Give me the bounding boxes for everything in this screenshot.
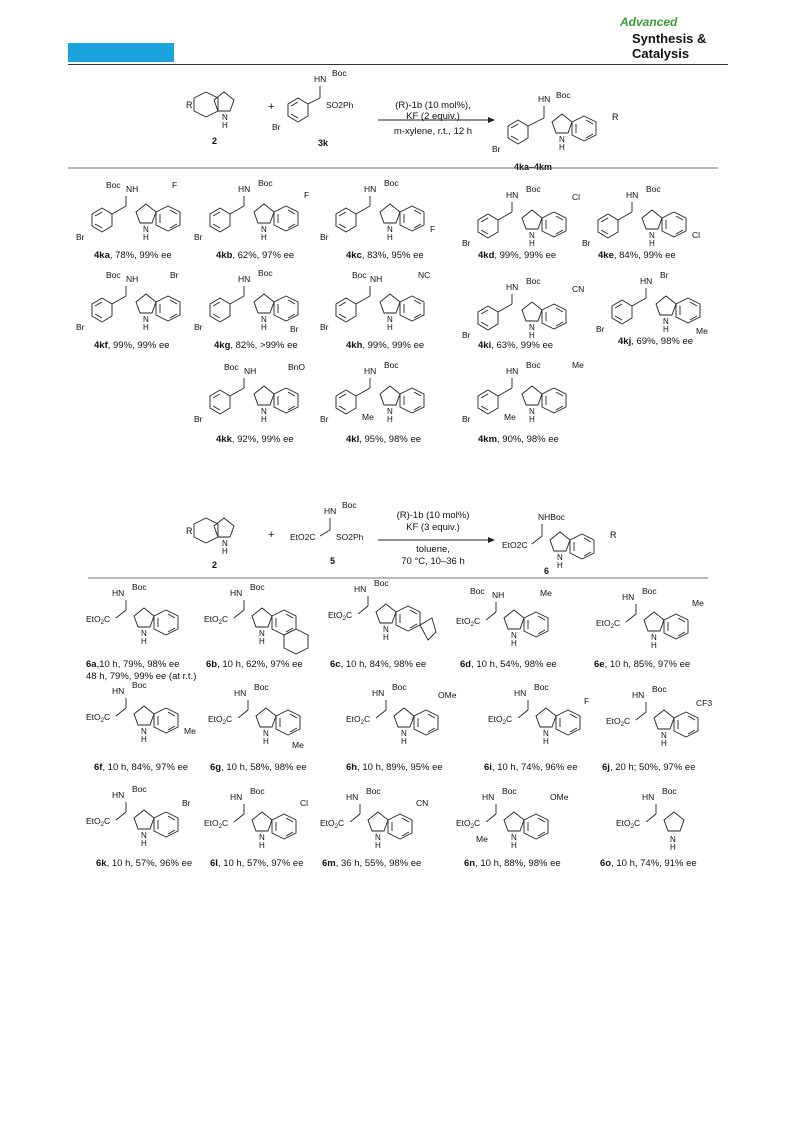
svg-text:NH: NH [126,274,139,284]
svg-text:HN: HN [238,184,251,194]
caption-6e: 6e, 10 h, 85%, 97% ee [594,659,691,670]
caption-4kg: 4kg, 82%, >99% ee [214,340,298,351]
svg-text:SO2Ph: SO2Ph [326,100,354,110]
caption-4kj: 4kj, 69%, 98% ee [618,336,694,347]
scheme1-cond-2: KF (2 equiv.) [406,111,460,122]
caption-4kh: 4kh, 99%, 99% ee [346,340,425,351]
svg-text:+: + [268,529,275,541]
svg-text:OMe: OMe [438,690,457,700]
svg-text:F: F [172,180,178,190]
svg-text:EtO2C: EtO$_2$C [596,618,621,630]
svg-text:EtO2C: EtO2C [290,532,316,542]
svg-text:toluene,: toluene, [416,544,450,555]
svg-text:HN: HN [482,792,495,802]
logo-line-advanced: Advanced [620,15,678,29]
svg-text:Me: Me [540,588,552,598]
svg-text:EtO2C: EtO$_2$C [86,712,111,724]
svg-text:EtO2C: EtO$_2$C [456,616,481,628]
caption-4kd: 4kd, 99%, 99% ee [478,250,557,261]
svg-text:NH: NH [370,274,383,284]
svg-text:Boc: Boc [254,682,269,692]
svg-text:HN: HN [346,792,359,802]
scheme1-cond-1: (R)-1b (10 mol%), [395,100,471,111]
svg-text:Boc: Boc [106,270,121,280]
scheme2-equation [186,500,617,576]
scheme1-compounds [76,178,708,424]
svg-text:Boc: Boc [342,500,357,510]
scheme1-cond-3: m-xylene, r.t., 12 h [393,126,473,137]
svg-text:Boc: Boc [132,784,147,794]
caption-6f: 6f, 10 h, 84%, 97% ee [94,762,189,773]
svg-text:Boc: Boc [374,578,389,588]
svg-text:HN: HN [112,686,125,696]
svg-text:N: N [222,539,228,548]
svg-text:HN: HN [314,74,327,84]
svg-text:HN: HN [514,688,527,698]
svg-text:HN: HN [354,584,367,594]
scheme1-plus: + [268,101,275,113]
svg-text:Cl: Cl [692,230,701,240]
svg-text:HN: HN [622,592,635,602]
scheme2-compounds [86,578,712,852]
svg-text:Boc: Boc [526,184,541,194]
svg-text:EtO2C: EtO$_2$C [204,818,229,830]
svg-text:Boc: Boc [526,360,541,370]
caption-6g: 6g, 10 h, 58%, 98% ee [210,762,307,773]
svg-text:Boc: Boc [250,582,265,592]
svg-text:Boc: Boc [106,180,121,190]
scheme1-reagent-3k [272,68,354,148]
svg-text:6: 6 [544,566,550,576]
svg-text:HN: HN [632,690,645,700]
svg-text:H: H [222,547,228,556]
svg-text:NH: NH [126,184,139,194]
svg-text:N: N [222,113,228,122]
svg-text:KF (3 equiv.): KF (3 equiv.) [406,522,460,533]
caption-4ka: 4ka, 78%, 99% ee [94,250,172,261]
svg-text:Boc: Boc [258,178,273,188]
svg-text:Me: Me [696,326,708,336]
svg-text:Boc: Boc [534,682,549,692]
svg-text:EtO2C: EtO2C [502,540,528,550]
svg-text:5: 5 [330,556,336,566]
svg-text:CN: CN [572,284,585,294]
svg-text:Boc: Boc [250,786,265,796]
svg-text:HN: HN [372,688,385,698]
caption-4ke: 4ke, 84%, 99% ee [598,250,676,261]
reaction-schemes: N H NH R 2 + HN Boc SO2Ph 3k (R)-1b (10 mol%), KF (2 equiv.) m-xylene, r.t., 12 h HN Boc R 4ka–4km Boc NH F HNBocF HNBocF HNBocCl HNBocCl Boc NH Br HNBocBr Boc NH NC HNBocCN HNBrMe Boc NH BnO HNBocMe HNBocMeMe 4ka, 78%, 99% ee 4kb, 62%, 97% ee 4kc, 83%, 95% ee 4kd, 99%, 99% ee 4ke, 84%, 99% ee 4kf, 99%, 99% ee 4kg, 82%, >99% ee 4kh, 99%, 99% ee 4ki, 63%, 99% ee 4kj, 69%, 98% ee 4kk, 92%, 99% ee 4kl, 95%, 98% ee 4km, 90%, 98% ee NH R 2 + EtO2C HN Boc SO2Ph 5 (R)-1b (10 mol%) KF (3 equiv.) toluene, 70 °C, 10–36 h EtO2C NHBoc R 6 EtO$_2$CHNBoc EtO$_2$CHNBoc EtO$_2$CHNBoc EtO$_2$CBoc NH Me EtO$_2$CHNBocMe EtO$_2$CHNBocMe EtO$_2$CHNBocMe EtO$_2$CHNBocOMe EtO$_2$CHNBocF EtO$_2$CHNBocCF3 EtO$_2$CHNBocBr EtO$_2$CHNBocCl EtO$_2$CHNBocCN EtO$_2$CHNBocOMeMe EtO$_2$CHNBocNH 6a,10 h, 79%, 98% ee 48 h, 79%, 99% ee (at r.t.) 6b, 10 h, 62%, 97% ee 6c, 10 h, 84%, 98% ee 6d, 10 h, 54%, 98% ee 6e, 10 h, 85%, 97% ee 6f, 10 h, 84%, 97% ee 6g, 10 h, 58%, 98% ee 6h, 10 h, 89%, 95% ee 6i, 10 h, 74%, 96% ee 6j, 20 h; 50%, 97% ee 6k, 10 h, 57%, 96% ee 6l, 10 h, 57%, 97% ee 6m, 36 h, 55%, 98% ee 6n, 10 h, 88%, 98% ee 6o, 10 h, 74%, 91% ee [7,13,713,869]
svg-text:EtO2C: EtO$_2$C [86,816,111,828]
svg-text:Boc: Boc [392,682,407,692]
svg-text:HN: HN [324,506,337,516]
svg-text:Boc: Boc [132,582,147,592]
svg-text:SO2Ph: SO2Ph [336,532,364,542]
scheme1-equation [186,68,619,172]
svg-text:Br: Br [170,270,179,280]
svg-text:Br: Br [660,270,669,280]
svg-text:R: R [610,530,617,540]
caption-4kl: 4kl, 95%, 98% ee [346,434,422,445]
svg-text:HN: HN [364,184,377,194]
logo-line-catalysis: Catalysis [632,46,690,61]
svg-text:Boc: Boc [384,360,399,370]
svg-text:BnO: BnO [288,362,306,372]
svg-text:R: R [612,112,619,122]
svg-text:Boc: Boc [366,786,381,796]
svg-text:EtO2C: EtO$_2$C [606,716,631,728]
caption-4kk: 4kk, 92%, 99% ee [216,434,294,445]
svg-text:HN: HN [364,366,377,376]
svg-text:HN: HN [506,282,519,292]
caption-4ki: 4ki, 63%, 99% ee [478,340,554,351]
svg-text:HN: HN [234,688,247,698]
svg-text:NH: NH [492,590,505,600]
caption-6j: 6j, 20 h; 50%, 97% ee [602,762,696,773]
svg-text:EtO2C: EtO$_2$C [488,714,513,726]
caption-6l: 6l, 10 h, 57%, 97% ee [210,858,304,869]
svg-text:70 °C, 10–36 h: 70 °C, 10–36 h [401,556,465,567]
svg-text:Me: Me [572,360,584,370]
svg-text:F: F [584,696,590,706]
svg-text:Boc: Boc [332,68,347,78]
svg-text:Boc: Boc [556,90,571,100]
svg-text:Boc: Boc [258,268,273,278]
svg-text:NC: NC [418,270,431,280]
svg-text:F: F [304,190,310,200]
caption-6k: 6k, 10 h, 57%, 96% ee [96,858,193,869]
caption-6n: 6n, 10 h, 88%, 98% ee [464,858,561,869]
svg-text:Boc: Boc [352,270,367,280]
svg-text:Boc: Boc [646,184,661,194]
svg-text:N: N [670,835,676,844]
caption-6c: 6c, 10 h, 84%, 98% ee [330,659,427,670]
svg-text:HN: HN [640,276,653,286]
svg-text:HN: HN [230,792,243,802]
svg-text:HN: HN [238,274,251,284]
svg-text:3k: 3k [318,138,329,148]
svg-text:F: F [430,224,436,234]
svg-text:EtO2C: EtO$_2$C [86,614,111,626]
caption-4kb: 4kb, 62%, 97% ee [216,250,295,261]
svg-text:CF3: CF3 [696,698,713,708]
svg-text:OMe: OMe [550,792,569,802]
svg-text:Boc: Boc [470,586,485,596]
caption-4kc: 4kc, 83%, 95% ee [346,250,424,261]
caption-6b: 6b, 10 h, 62%, 97% ee [206,659,303,670]
svg-text:HN: HN [112,790,125,800]
svg-text:R: R [186,526,193,536]
svg-text:Boc: Boc [224,362,239,372]
svg-text:CN: CN [416,798,429,808]
scheme1-captions [94,250,693,445]
scheme1-product [492,90,619,172]
caption-6d: 6d, 10 h, 54%, 98% ee [460,659,557,670]
svg-text:Me: Me [692,598,704,608]
caption-4km: 4km, 90%, 98% ee [478,434,559,445]
svg-text:HN: HN [538,94,551,104]
svg-text:Br: Br [182,798,191,808]
scheme1-reagent-indole [186,92,234,146]
caption-6h: 6h, 10 h, 89%, 95% ee [346,762,443,773]
svg-text:Me: Me [362,412,374,422]
svg-text:H: H [222,121,228,130]
svg-text:NHBoc: NHBoc [538,512,565,522]
svg-text:HN: HN [626,190,639,200]
svg-text:EtO2C: EtO$_2$C [346,714,371,726]
svg-text:EtO2C: EtO$_2$C [616,818,641,830]
svg-text:(R)-1b (10 mol%): (R)-1b (10 mol%) [396,510,470,521]
svg-text:HN: HN [112,588,125,598]
svg-text:EtO2C: EtO$_2$C [208,714,233,726]
scheme1-reagent-a-label: 2 [212,136,218,146]
svg-text:Boc: Boc [662,786,677,796]
caption-6a: 6a,10 h, 79%, 98% ee [86,659,180,670]
svg-text:EtO2C: EtO$_2$C [204,614,229,626]
svg-text:Me: Me [504,412,516,422]
svg-text:Boc: Boc [384,178,399,188]
caption-6o: 6o, 10 h, 74%, 91% ee [600,858,697,869]
svg-text:HN: HN [506,190,519,200]
svg-text:Cl: Cl [572,192,581,202]
svg-text:EtO2C: EtO$_2$C [456,818,481,830]
svg-text:Boc: Boc [502,786,517,796]
scheme1-arrowhead [488,117,495,123]
svg-text:Boc: Boc [526,276,541,286]
caption-4kf: 4kf, 99%, 99% ee [94,340,170,351]
svg-text:EtO2C: EtO$_2$C [328,610,353,622]
logo-line-synthesis: Synthesis & [632,31,707,46]
svg-text:HN: HN [230,588,243,598]
svg-text:NH: NH [244,366,257,376]
scheme1-reagent-R: R [186,100,193,110]
svg-text:Me: Me [292,740,304,750]
caption-6m: 6m, 36 h, 55%, 98% ee [322,858,422,869]
svg-text:HN: HN [642,792,655,802]
svg-text:Boc: Boc [642,586,657,596]
svg-text:Cl: Cl [300,798,309,808]
scheme2-reagent-a-label: 2 [212,560,218,570]
svg-text:Boc: Boc [652,684,667,694]
svg-text:Br: Br [290,324,299,334]
svg-text:EtO2C: EtO$_2$C [320,818,345,830]
svg-text:H: H [670,843,676,852]
svg-text:HN: HN [506,366,519,376]
svg-text:Me: Me [184,726,196,736]
caption-6a-line2: 48 h, 79%, 99% ee (at r.t.) [86,671,197,682]
svg-text:Boc: Boc [132,680,147,690]
svg-text:Me: Me [476,834,488,844]
svg-text:4ka–4km: 4ka–4km [514,162,553,172]
caption-6i: 6i, 10 h, 74%, 96% ee [484,762,578,773]
